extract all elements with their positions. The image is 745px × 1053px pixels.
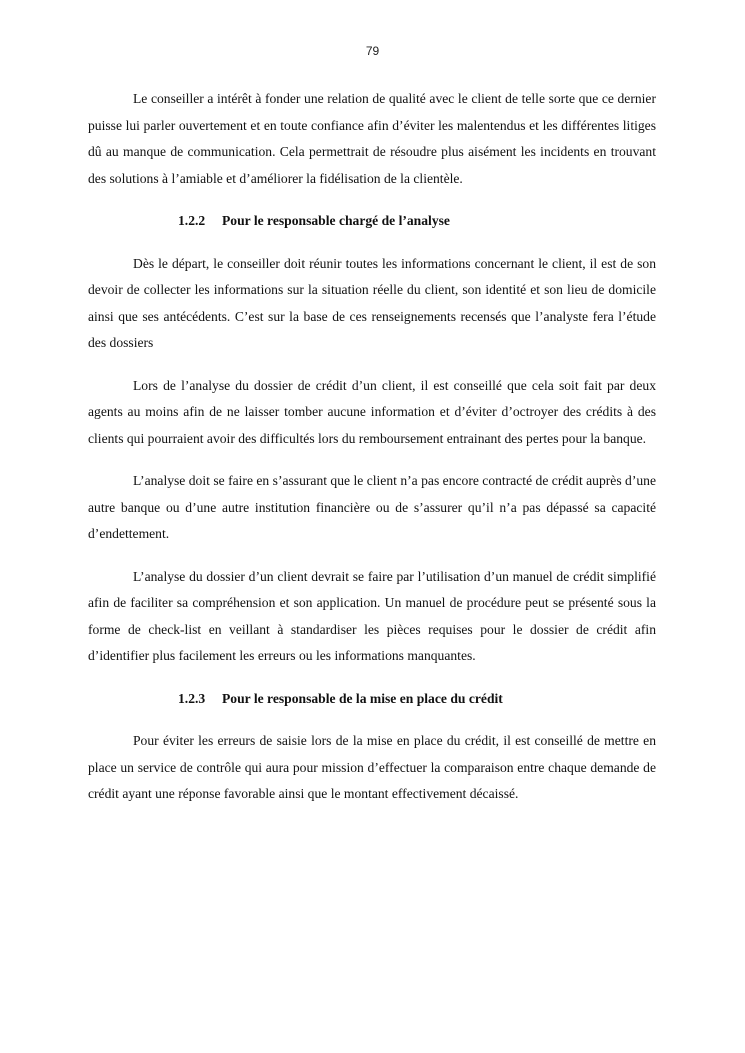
paragraph-information-gathering: Dès le départ, le conseiller doit réunir toutes les informations concernant le client, il est de son devoir de collecter les informations sur la situation réelle du client, son identité et son lieu de domicile ainsi que ses antécédents. C’est sur la base de ces renseignements recensés que l’analyste fera l’étude des dossiers [88, 255, 656, 350]
section-heading-1-2-2 [88, 208, 656, 235]
section-number: 1.2.3 [178, 690, 206, 706]
paragraph-client-relationship: Le conseiller a intérêt à fonder une relation de qualité avec le client de telle sorte que ce dernier puisse lui parler ouvertement et en toute confiance afin d’éviter les malentendus et les différentes litiges dû au manque de communication. Cela permettrait de résoudre plus aisément les incidents en trouvant des solutions à l’amiable et d’améliorer la fidélisation de la clientèle. [88, 91, 656, 186]
section-heading-1-2-3 [88, 686, 656, 713]
body-text [88, 86, 656, 824]
page-number: 79 [365, 44, 380, 58]
section-title: Pour le responsable chargé de l’analyse [222, 213, 450, 228]
paragraph-debt-capacity: L’analyse doit se faire en s’assurant que le client n’a pas encore contracté de crédit auprès d’une autre banque ou d’une autre institution financière ou de s’assurer qu’il n’a pas dépassé sa capacité d’endettement. [88, 473, 656, 541]
section-title: Pour le responsable de la mise en place du crédit [222, 690, 503, 706]
paragraph-control-service: Pour éviter les erreurs de saisie lors de la mise en place du crédit, il est conseillé de mettre en place un service de contrôle qui aura pour mission d’effectuer la comparaison entre chaque demande de crédit ayant une réponse favorable ainsi que le montant effectivement décaissé. [88, 733, 656, 801]
section-number: 1.2.2 [178, 213, 206, 228]
paragraph-credit-manual: L’analyse du dossier d’un client devrait se faire par l’utilisation d’un manuel de crédit simplifié afin de faciliter sa compréhension et son application. Un manuel de procédure peut se présenté sous la forme de check-list en veillant à standardiser les pièces requises pour le dossier de crédit afin d’identifier plus facilement les erreurs ou les informations manquantes. [88, 568, 656, 663]
paragraph-two-agents-analysis: Lors de l’analyse du dossier de crédit d’un client, il est conseillé que cela soit fait par deux agents au moins afin de ne laisser tomber aucune information et d’éviter d’octroyer des crédits à des clients qui pourraient avoir des difficultés lors du remboursement entrainant des pertes pour la banque. [88, 377, 656, 446]
